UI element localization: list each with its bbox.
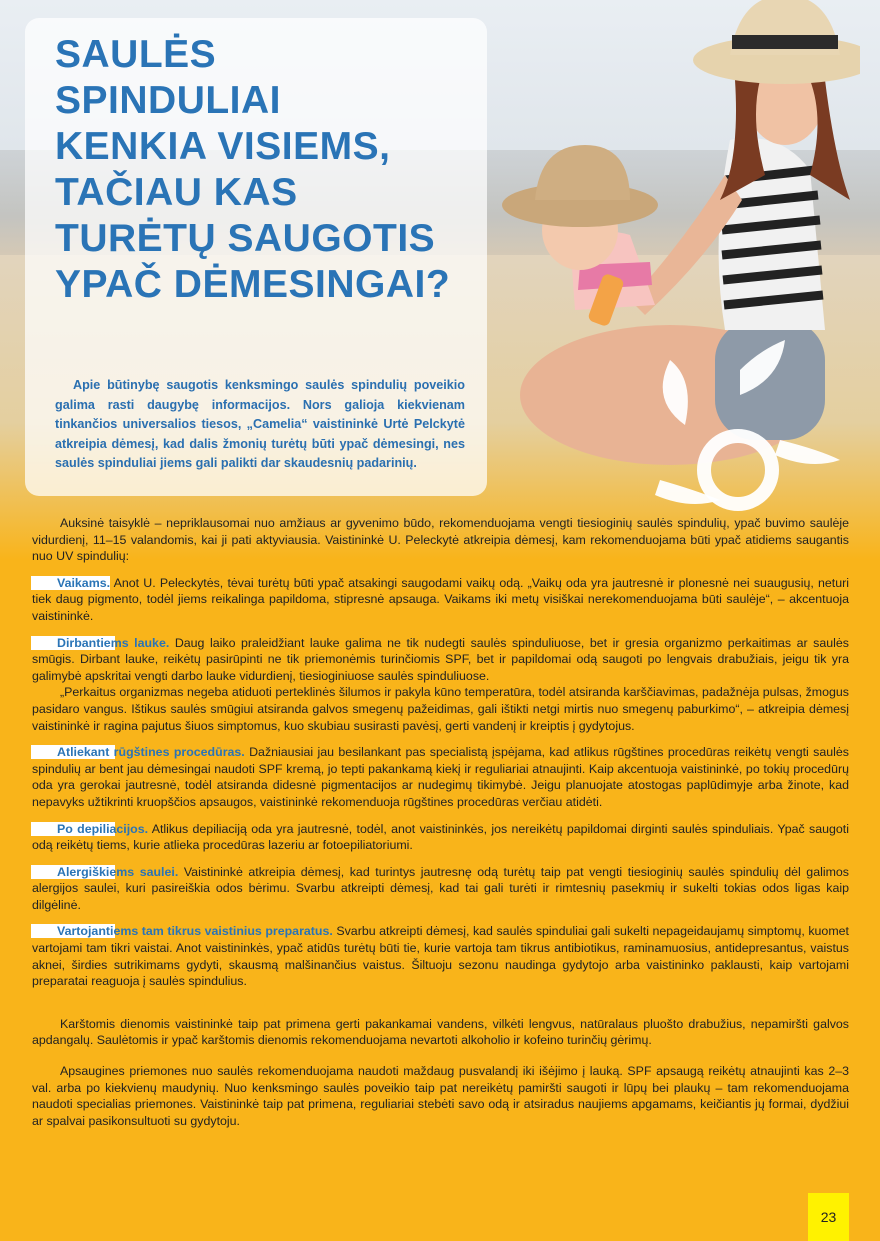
section-outdoor-workers-extra: „Perkaitus organizmas negeba atiduoti perteklinės šilumos ir pakyla kūno temperatūra, todėl atsiranda karščiavimas, padažnėja pulsas, žmogus pasidaro vangus. Ištikus saulės smūgiui atsiranda galvos smegenų pažeidimas, gali ištikti netgi mirtis nuo smegenų paburkimo“, – atkreipia dėmesį vaistininkė ir ragina pajutus šiuos simptomus, kuo skubiau susirasti pavėsį, gerti vandenį ir kreiptis į gydytojus. <box>32 685 849 733</box>
section-heading: Alergiškiems saulei. <box>31 865 178 879</box>
section-heading: Vartojantiems tam tikrus vaistinius preparatus. <box>31 924 333 938</box>
article-lead: Apie būtinybę saugotis kenksmingo saulės spindulių poveikio galima rasti daugybę informacijos. Nors galioja kiekvienam tinkančios universalios tiesos, „Camelia“ vaistininkė Urtė Pelckytė atkreipia dėmesį, kad dalis žmonių turėtų būti ypač dėmesingi, nes saulės spinduliai jiems gali palikti dar skaudesnių padarinių. <box>55 378 465 471</box>
section-text: Daug laiko praleidžiant lauke galima ne tik nudegti saulės spinduliuose, bet ir gresia organizmo perkaitimas ar saulės smūgis. Dirbant lauke, reikėtų pasirūpinti ne tik priemonėmis turinčiomis SPF, bet ir papildomai odą saugoti po lengvais drabužiais, jeigu tik yra galimybė apskritai vengti darbo lauke vidurdienį, tiesioginiuose saulės spinduliuose. <box>32 635 849 683</box>
section-children <box>32 575 849 625</box>
section-text: Dažniausiai jau besilankant pas specialistą įspėjama, kad atlikus rūgštines procedūras reikėtų vengti saulės spindulių ar bent jau dėmesingai naudoti SPF kremą, jo tepti pakankamą kiekį ir reguliariai atnaujinti. Kaip akcentuoja vaistininkė, po tokių procedūrų oda yra gerokai jautresnė, todėl atsiranda didesnė pigmentacijos ar nudegimų tikimybė. Jeigu planuojate atostogas paplūdimyje arba žinote, kad nepavyks užtikrinti kruopščios apsaugos, vaistininkė rekomenduoja rūgštines procedūras verčiau atidėti. <box>32 745 849 809</box>
section-depilation <box>32 821 849 854</box>
section-medications <box>32 923 849 989</box>
page-number: 23 <box>808 1193 849 1241</box>
intro-paragraph: Auksinė taisyklė – nepriklausomai nuo amžiaus ar gyvenimo būdo, rekomenduojama vengti tiesioginių saulės spindulių, ypač buvimo saulėje vidurdienį, 11–15 valandomis, kai ji pati aktyviausia. Vaistininkė U. Peleckytė atkreipia dėmesį, kam rekomenduojama būti ypač atidiems saugantis nuo UV spindulių: <box>32 516 849 564</box>
mother-and-child-illustration <box>480 0 860 520</box>
article-title: SAULĖS SPINDULIAI KENKIA VISIEMS, TAČIAU KAS TURĖTŲ SAUGOTIS YPAČ DĖMESINGAI? <box>55 33 451 306</box>
outro-paragraph-2: Apsaugines priemones nuo saulės rekomenduojama naudoti maždaug pusvalandį iki išėjimo į lauką. SPF apsaugą reikėtų atnaujinti kas 2–3 val. arba po kiekvienų maudynių. Nuo kenksmingo saulės poveikio taip pat nereikėtų pamiršti saugoti ir lūpų bei plaukų – tam rekomenduojama naudoti specialias priemones. Vaistininkė taip pat primena, reguliariai stebėti savo odą ir atsiradus naujiems apgamams, keičiantis jų formai, dydžiui ar spalvai pasikonsultuoti su gydytoju. <box>32 1064 849 1128</box>
section-heading: Po depiliacijos. <box>31 822 148 836</box>
section-text: Anot U. Peleckytės, tėvai turėtų būti ypač atsakingi saugodami vaikų odą. „Vaikų oda yra jautresnė ir plonesnė nei suaugusių, neturi tiek daug pigmento, todėl jiems reikalinga papildoma, stipresnė apsauga. Vaikams iki metų visiškai nerekomenduojama būti saulėje“, – akcentuoja vaistininkė. <box>32 575 849 623</box>
section-text: Vaistininkė atkreipia dėmesį, kad turintys jautresnę odą turėtų taip pat vengti tiesioginių saulės spindulių dėl galimos alergijos saulei, kuri pasireiškia odos bėrimu. Svarbu atkreipti dėmesį, kad tai gali turėti ir rimtesnių pasekmių ir sukelti tokias odos ligas kaip dilgėlinė. <box>32 864 850 912</box>
section-heading: Vaikams. <box>31 576 110 590</box>
section-outdoor-workers <box>32 635 849 685</box>
section-heading: Dirbantiems lauke. <box>31 636 169 650</box>
outro-paragraph-1: Karštomis dienomis vaistininkė taip pat primena gerti pakankamai vandens, vilkėti lengvus, natūralaus pluošto drabužius, nepamiršti galvos apdangalų. Saulėtomis ir ypač karštomis dienomis rekomenduojama nevartoti alkoholio ir kofeino turinčių gėrimų. <box>32 1016 849 1048</box>
article-body <box>32 515 849 1129</box>
section-heading: Atliekant rūgštines procedūras. <box>31 745 245 759</box>
section-acid-procedures <box>32 744 849 810</box>
section-text: Atlikus depiliaciją oda yra jautresnė, todėl, anot vaistininkės, jos nereikėtų papildomai dirginti saulės spinduliais. Ypač saugoti odą reikėtų tiems, kurie atlieka procedūras lazeriu ar fotoepiliatoriumi. <box>32 821 849 853</box>
section-sun-allergy <box>32 864 849 914</box>
section-text: Svarbu atkreipti dėmesį, kad saulės spinduliai gali sukelti nepageidaujamų simptomų, kuomet vartojami tam tikri vaistai. Anot vaistininkės, ypač atidūs turėtų būti tie, kurie vartoja tam tikrus antibiotikus, raminamuosius, antidepresantus, vaistus aknei, širdies sutrikimams gydyti, skausmą malšinančius vaistus. Šiltuoju sezonu naudinga gydytojo arba vaistininko paklausti, kaip vartojami preparatai reaguoja į saulės spindulius. <box>32 924 849 989</box>
